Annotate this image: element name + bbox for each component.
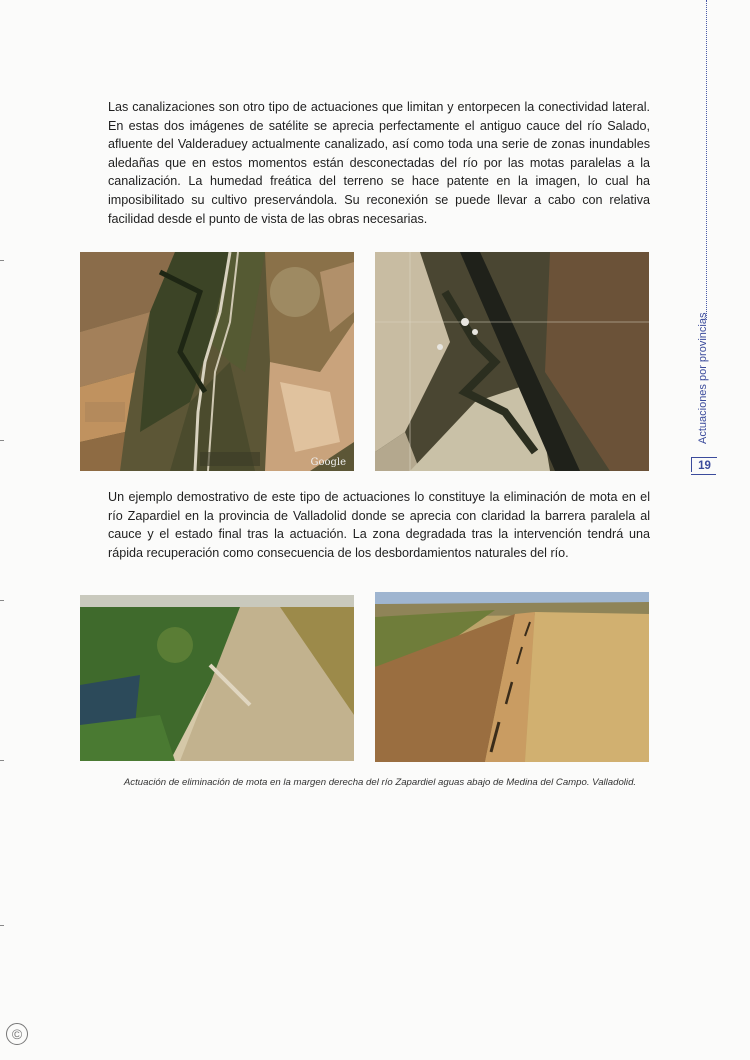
photo-river-levee-before xyxy=(80,595,354,761)
satellite-image-detail xyxy=(375,252,649,471)
section-label: Actuaciones por provincias xyxy=(697,312,709,444)
copyright-icon: © xyxy=(6,1023,28,1045)
margin-tick xyxy=(0,600,4,601)
margin-tick xyxy=(0,260,4,261)
page-number: 19 xyxy=(691,457,717,472)
margin-tick xyxy=(0,925,4,926)
google-watermark: Google xyxy=(310,457,346,468)
page-number-underline xyxy=(691,474,716,475)
example-paragraph: Un ejemplo demostrativo de este tipo de actuaciones lo constituye la eliminación de mota en el río Zapardiel en la provincia de Valladolid donde se aprecia con claridad la barrera paralela al cauce y el estado final tras la actuación. La zona degradada tras la intervención tendrá una rápida recuperación como consecuencia de los desbordamientos naturales del río. xyxy=(108,490,650,560)
sidebar-dotted-rule xyxy=(706,0,707,320)
photo-caption: Actuación de eliminación de mota en la margen derecha del río Zapardiel aguas abajo de Medina del Campo. Valladolid. xyxy=(123,777,637,788)
photo-river-levee-after xyxy=(375,592,649,762)
satellite-image-rio-salado xyxy=(80,252,354,471)
margin-tick xyxy=(0,440,4,441)
margin-tick xyxy=(0,760,4,761)
intro-paragraph: Las canalizaciones son otro tipo de actuaciones que limitan y entorpecen la conectividad lateral. En estas dos imágenes de satélite se aprecia perfectamente el antiguo cauce del río Salado, afluente del Valderaduey actualmente canalizado, así como toda una serie de zonas inundables aledañas que en estos momentos están desconectadas del río por las motas paralelas a la canalización. La humedad freática del terreno se hace patente en la imagen, lo cual ha imposibilitado su cultivo preservándola. Su reconexión se puede llevar a cabo con relativa facilidad desde el punto de vista de las obras necesarias. xyxy=(108,100,650,226)
